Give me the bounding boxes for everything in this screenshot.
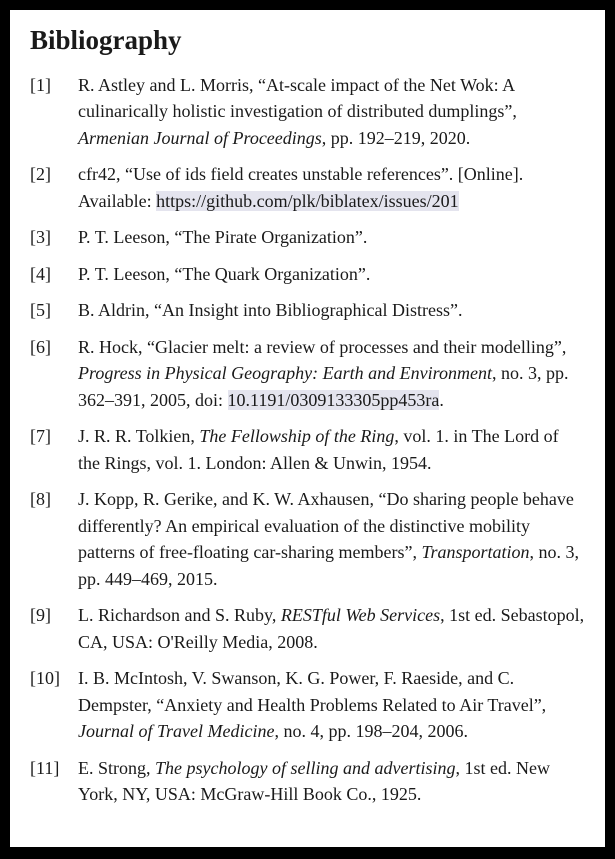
- reference-text: [78, 261, 585, 288]
- reference-number: [2]: [30, 164, 51, 185]
- bibliography-page: [10, 10, 605, 847]
- reference-item: [30, 161, 585, 214]
- reference-number: [1]: [30, 74, 51, 95]
- reference-number: [9]: [30, 605, 51, 626]
- reference-link[interactable]: https://github.com/plk/biblatex/issues/201: [156, 190, 459, 211]
- reference-text: [78, 423, 585, 476]
- reference-text-segment: R. Hock, “Glacier melt: a review of processes and their modelling”,: [78, 336, 567, 357]
- reference-text: [78, 602, 585, 655]
- reference-number: [8]: [30, 489, 51, 510]
- reference-text-segment: P. T. Leeson, “The Quark Organization”.: [78, 263, 371, 284]
- reference-title-italic: Armenian Journal of Proceedings: [78, 127, 322, 148]
- reference-text-segment: , 1st ed. Sebastopol, CA, USA: O'Reilly Media, 2008.: [78, 605, 585, 652]
- reference-text-segment: J. Kopp, R. Gerike, and K. W. Axhausen, “Do sharing people behave differently? An empirical evaluation of the distinctive mobility patterns of free-floating car-sharing members”,: [78, 489, 574, 563]
- reference-number: [5]: [30, 300, 51, 321]
- reference-title-italic: Journal of Travel Medicine: [78, 721, 275, 742]
- reference-text-segment: , no. 4, pp. 198–204, 2006.: [274, 721, 468, 742]
- reference-text: [78, 755, 585, 808]
- reference-number: [10]: [30, 668, 60, 689]
- reference-item: [30, 602, 585, 655]
- reference-text-segment: , vol. 1. in The Lord of the Rings, vol. 1. London: Allen & Unwin, 1954.: [78, 426, 559, 473]
- reference-text-segment: L. Richardson and S. Ruby,: [78, 605, 281, 626]
- reference-text: [78, 486, 585, 592]
- page-title: Bibliography: [30, 25, 182, 55]
- reference-title-italic: Transportation: [421, 542, 530, 563]
- reference-item: [30, 334, 585, 414]
- reference-item: [30, 423, 585, 476]
- reference-text: [78, 224, 585, 251]
- reference-number: [7]: [30, 426, 51, 447]
- reference-item: [30, 224, 585, 251]
- reference-item: [30, 665, 585, 745]
- reference-title-italic: The psychology of selling and advertising: [155, 757, 456, 778]
- reference-text-segment: , no. 3, pp. 449–469, 2015.: [78, 542, 580, 589]
- reference-text-segment: J. R. R. Tolkien,: [78, 426, 200, 447]
- reference-item: [30, 72, 585, 152]
- reference-link[interactable]: 10.1191/0309133305pp453ra: [227, 389, 440, 410]
- reference-text: [78, 297, 585, 324]
- reference-text: [78, 161, 585, 214]
- reference-text: [78, 665, 585, 745]
- reference-item: [30, 297, 585, 324]
- reference-text-segment: B. Aldrin, “An Insight into Bibliographical Distress”.: [78, 300, 463, 321]
- reference-text-segment: , pp. 192–219, 2020.: [321, 127, 471, 148]
- reference-text-segment: , no. 3, pp. 362–391, 2005, doi:: [78, 363, 569, 410]
- reference-text-segment: cfr42, “Use of ids field creates unstable references”. [Online]. Available:: [78, 164, 524, 211]
- reference-title-italic: The Fellowship of the Ring: [199, 426, 395, 447]
- reference-number: [4]: [30, 263, 51, 284]
- reference-list: [30, 72, 585, 808]
- reference-number: [6]: [30, 336, 51, 357]
- reference-item: [30, 486, 585, 592]
- reference-text-segment: P. T. Leeson, “The Pirate Organization”.: [78, 227, 368, 248]
- reference-text: [78, 72, 585, 152]
- reference-item: [30, 261, 585, 288]
- reference-text: [78, 334, 585, 414]
- reference-text-segment: R. Astley and L. Morris, “At-scale impact of the Net Wok: A culinarically holistic investigation of distributed dumplings”,: [78, 74, 517, 122]
- reference-number: [11]: [30, 757, 60, 778]
- reference-text-segment: , 1st ed. New York, NY, USA: McGraw-Hill Book Co., 1925.: [78, 757, 550, 805]
- reference-number: [3]: [30, 227, 51, 248]
- reference-title-italic: Progress in Physical Geography: Earth and Environment: [78, 363, 492, 384]
- reference-item: [30, 755, 585, 808]
- reference-title-italic: RESTful Web Services: [280, 605, 441, 626]
- reference-text-segment: .: [439, 389, 444, 410]
- reference-text-segment: E. Strong,: [78, 757, 156, 778]
- reference-text-segment: I. B. McIntosh, V. Swanson, K. G. Power, F. Raeside, and C. Dempster, “Anxiety and Health Problems Related to Air Travel”,: [78, 668, 547, 715]
